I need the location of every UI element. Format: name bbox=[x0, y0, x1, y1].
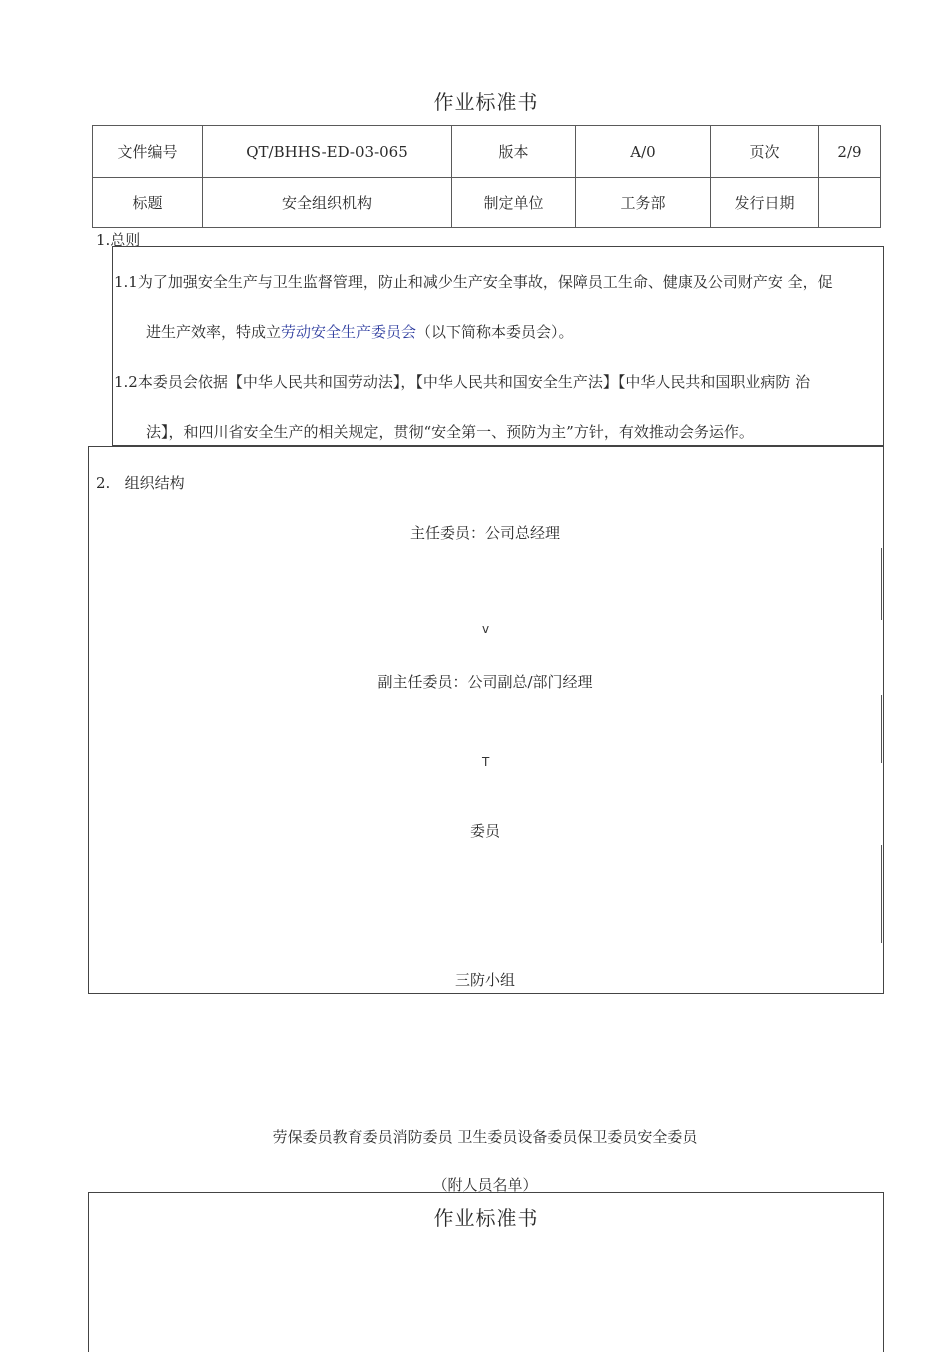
section1-p2-line2: 法】，和四川省安全生产的相关规定，贯彻“安全第一、预防为主”方针，有效推动会务运作。 bbox=[146, 423, 754, 441]
section1-p1-line2 bbox=[146, 321, 574, 342]
safety-committee-link[interactable]: 劳动安全生产委员会 bbox=[281, 323, 417, 341]
appendix-note: （附人员名单） bbox=[432, 1176, 538, 1194]
org-member: 委员 bbox=[469, 822, 500, 840]
section2-heading: 2. 组织结构 bbox=[96, 474, 185, 492]
down-arrow-icon: v bbox=[482, 622, 490, 636]
p1-line2-pre: 进生产效率，特成立 bbox=[146, 323, 282, 341]
title-value: 安全组织机构 bbox=[203, 178, 452, 228]
org-chairman: 主任委员：公司总经理 bbox=[409, 524, 560, 542]
org-three-defense-group: 三防小组 bbox=[454, 971, 515, 989]
p1-line2-post: （以下简称本委员会）。 bbox=[416, 323, 574, 341]
date-value bbox=[819, 178, 881, 228]
right-edge-mark bbox=[881, 695, 882, 763]
unit-value: 工务部 bbox=[576, 178, 711, 228]
title-label: 标题 bbox=[93, 178, 203, 228]
next-page-title: 作业标准书 bbox=[433, 1206, 539, 1230]
version-label: 版本 bbox=[452, 126, 576, 178]
section1-heading: 1.总则 bbox=[96, 231, 141, 249]
doc-no-value: QT/BHHS-ED-03-065 bbox=[203, 126, 452, 178]
section1-p2-line1: 1.2本委员会依据【中华人民共和国劳动法】，【中华人民共和国安全生产法】【中华人民共和国职业病防 治 bbox=[114, 373, 811, 391]
section1-p1-line1: 1.1为了加强安全生产与卫生监督管理，防止和减少生产安全事故，保障员工生命、健康及公司财产安 全，促 bbox=[114, 273, 833, 291]
version-value: A/0 bbox=[576, 126, 711, 178]
page-value: 2/9 bbox=[819, 126, 881, 178]
right-edge-mark bbox=[881, 845, 882, 943]
committee-list: 劳保委员教育委员消防委员 卫生委员设备委员保卫委员安全委员 bbox=[272, 1128, 698, 1146]
page-title: 作业标准书 bbox=[433, 90, 539, 114]
doc-no-label: 文件编号 bbox=[93, 126, 203, 178]
tee-connector-icon: T bbox=[482, 755, 490, 769]
org-vice-chairman: 副主任委员：公司副总/部门经理 bbox=[377, 673, 593, 691]
page-label: 页次 bbox=[711, 126, 819, 178]
right-edge-mark bbox=[881, 548, 882, 620]
header-table bbox=[92, 125, 881, 228]
unit-label: 制定单位 bbox=[452, 178, 576, 228]
date-label: 发行日期 bbox=[711, 178, 819, 228]
